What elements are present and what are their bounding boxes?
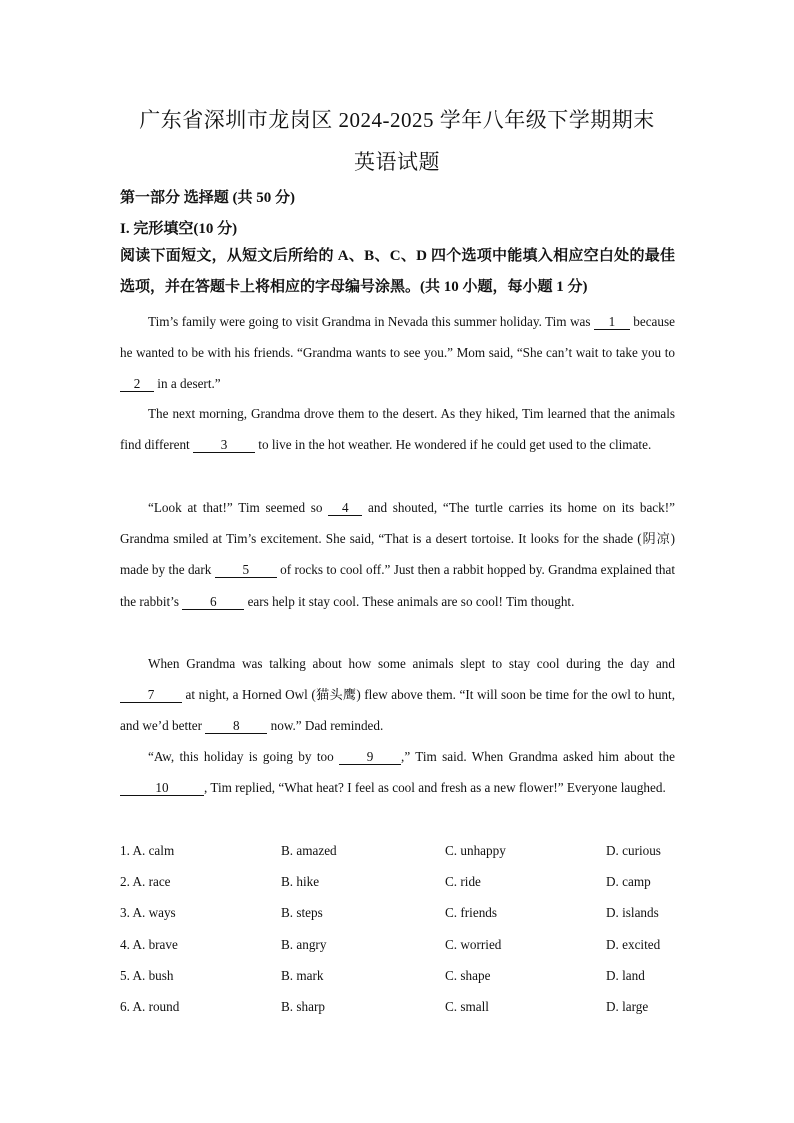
blank-9: 9 <box>339 749 401 765</box>
option-a[interactable]: 4. A. brave <box>120 936 178 952</box>
passage-text: ears help it stay cool. These animals are so cool! Tim thought. <box>244 593 575 609</box>
passage-text: in a desert.” <box>154 376 221 392</box>
option-row <box>120 866 680 897</box>
option-c[interactable]: C. unhappy <box>445 843 506 858</box>
passage-text: The next morning, Grandma drove them to the desert. As they hiked, Tim learned that the animals find different <box>120 406 675 453</box>
option-b[interactable]: B. steps <box>281 905 323 921</box>
option-c[interactable]: C. shape <box>445 967 491 983</box>
option-row <box>120 960 680 991</box>
passage-paragraph-1 <box>120 306 675 400</box>
option-d[interactable]: D. land <box>606 967 645 983</box>
option-b[interactable]: B. angry <box>281 936 327 952</box>
option-b[interactable]: B. sharp <box>281 998 325 1014</box>
option-c[interactable]: C. friends <box>445 905 498 921</box>
blank-3: 3 <box>193 437 255 453</box>
passage-paragraph-5 <box>120 741 675 803</box>
passage-paragraph-4 <box>120 648 675 742</box>
option-d[interactable]: D. large <box>606 998 649 1014</box>
option-row <box>120 929 680 960</box>
option-row <box>120 835 680 866</box>
option-c[interactable]: C. small <box>445 998 489 1014</box>
exam-title: 广东省深圳市龙岗区 2024-2025 学年八年级下学期期末 <box>139 108 655 132</box>
option-a[interactable]: 5. A. bush <box>120 967 174 983</box>
part-heading: 第一部分 选择题 (共 50 分) <box>120 190 295 206</box>
option-a[interactable]: 6. A. round <box>120 998 180 1014</box>
option-a[interactable]: 1. A. calm <box>120 843 175 858</box>
passage-text: at night, a Horned Owl (猫头鹰) flew above them. “It will soon be time for the owl to hunt, and we’d better <box>120 687 675 734</box>
passage-text: “Look at that!” Tim seemed so <box>148 500 329 515</box>
blank-7: 7 <box>120 687 182 703</box>
option-d[interactable]: D. excited <box>606 936 661 952</box>
section-heading: I. 完形填空(10 分) <box>120 221 238 237</box>
option-b[interactable]: B. hike <box>281 874 320 890</box>
option-d[interactable]: D. camp <box>606 874 651 890</box>
passage-text: Tim’s family were going to visit Grandma in Nevada this summer holiday. Tim was <box>148 314 594 329</box>
passage-text: , Tim replied, “What heat? I feel as cool and fresh as a new flower!” Everyone laughed. <box>204 780 666 796</box>
option-a[interactable]: 3. A. ways <box>120 905 176 921</box>
blank-10: 10 <box>120 780 204 796</box>
blank-5: 5 <box>215 562 277 578</box>
instructions: 阅读下面短文，从短文后所给的 A、B、C、D 四个选项中能填入相应空白处的最佳选项，并在答题卡上将相应的字母编号涂黑。(共 10 小题，每小题 1 分) <box>120 248 675 295</box>
answer-options <box>120 835 680 1022</box>
passage-paragraph-2 <box>120 398 675 460</box>
option-b[interactable]: B. mark <box>281 967 324 983</box>
option-d[interactable]: D. curious <box>606 843 661 858</box>
passage-paragraph-3 <box>120 492 675 617</box>
blank-2: 2 <box>120 376 154 392</box>
blank-6: 6 <box>182 594 244 610</box>
blank-4: 4 <box>328 500 362 516</box>
passage-text: of rocks to cool off.” Just then a rabbit hopped by. Grandma explained that the rabbit’s <box>120 562 675 609</box>
blank-8: 8 <box>205 718 267 734</box>
option-c[interactable]: C. ride <box>445 874 481 890</box>
option-c[interactable]: C. worried <box>445 936 502 952</box>
passage-text: ,” Tim said. When Grandma asked him about the <box>401 749 675 764</box>
exam-subtitle: 英语试题 <box>354 150 440 174</box>
option-d[interactable]: D. islands <box>606 905 659 921</box>
passage-text: and shouted, “The turtle carries its home on its back!” Grandma smiled at Tim’s excitement. She said, “That is a desert tortoise. It looks for the shade (阴凉) made by the dark <box>120 500 675 578</box>
option-row <box>120 991 680 1022</box>
passage-text: because he wanted to be with his friends. “Grandma wants to see you.” Mom said, “She can’t wait to take you to <box>120 314 675 361</box>
passage-text: “Aw, this holiday is going by too <box>148 749 340 764</box>
passage-text: now.” Dad reminded. <box>267 718 384 734</box>
passage-text: to live in the hot weather. He wondered if he could get used to the climate. <box>255 437 652 453</box>
option-row <box>120 897 680 928</box>
passage-text: When Grandma was talking about how some animals slept to stay cool during the day and <box>148 656 675 671</box>
option-b[interactable]: B. amazed <box>281 843 337 858</box>
blank-1: 1 <box>594 314 630 330</box>
option-a[interactable]: 2. A. race <box>120 874 171 890</box>
